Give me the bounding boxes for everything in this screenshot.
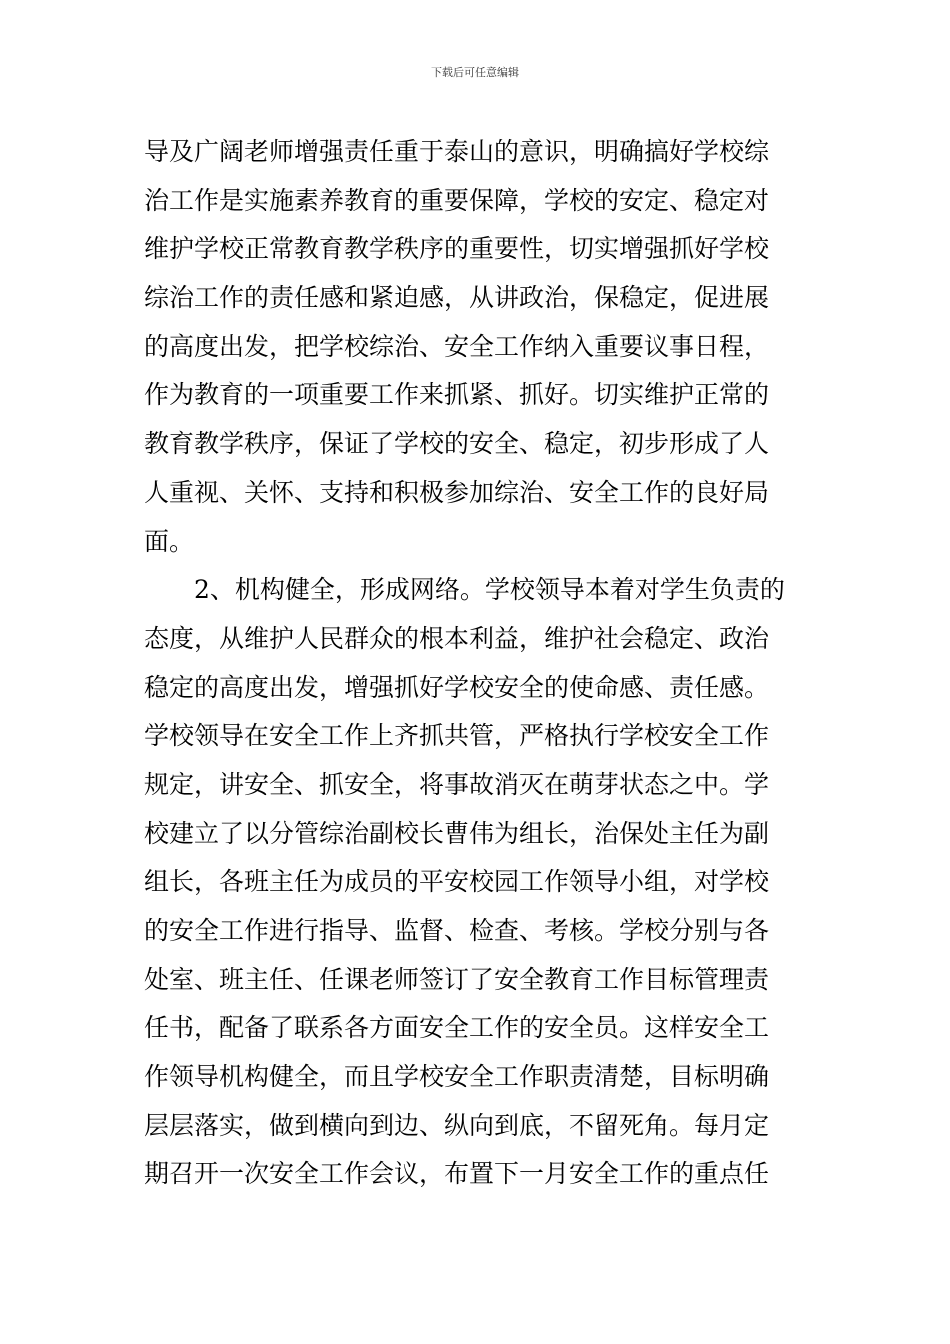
text-line: 人重视、关怀、支持和积极参加综治、安全工作的良好局	[144, 477, 770, 507]
text-line: 处室、班主任、任课老师签订了安全教育工作目标管理责	[144, 964, 770, 994]
text-line: 任书，配备了联系各方面安全工作的安全员。这样安全工	[144, 1013, 770, 1043]
paragraph-start-line: 2、机构健全，形成网络。学校领导本着对学生负责的	[194, 575, 785, 605]
text-line: 导及广阔老师增强责任重于泰山的意识，明确搞好学校综	[144, 137, 770, 166]
text-line: 面。	[144, 526, 195, 556]
text-line: 的安全工作进行指导、监督、检查、考核。学校分别与各	[144, 916, 770, 945]
text-line: 组长，各班主任为成员的平安校园工作领导小组，对学校	[144, 867, 770, 897]
text-line: 规定，讲安全、抓安全，将事故消灭在萌芽状态之中。学	[144, 769, 770, 799]
text-line: 维护学校正常教育教学秩序的重要性，切实增强抓好学校	[144, 234, 770, 264]
text-line: 态度，从维护人民群众的根本利益，维护社会稳定、政治	[144, 623, 770, 653]
text-line: 稳定的高度出发，增强抓好学校安全的使命感、责任感。	[144, 672, 770, 702]
text-line: 校建立了以分管综治副校长曹伟为组长，治保处主任为副	[144, 818, 770, 848]
text-line: 期召开一次安全工作会议，布置下一月安全工作的重点任	[144, 1159, 770, 1189]
text-line: 作领导机构健全，而且学校安全工作职责清楚，目标明确	[144, 1062, 770, 1092]
text-line: 的高度出发，把学校综治、安全工作纳入重要议事日程，	[144, 331, 770, 361]
text-line: 综治工作的责任感和紧迫感，从讲政治，保稳定，促进展	[144, 283, 770, 313]
header-note: 下载后可任意编辑	[431, 66, 519, 79]
text-line: 作为教育的一项重要工作来抓紧、抓好。切实维护正常的	[144, 380, 770, 410]
text-line: 治工作是实施素养教育的重要保障，学校的安定、稳定对	[144, 185, 770, 215]
text-line: 学校领导在安全工作上齐抓共管，严格执行学校安全工作	[144, 721, 770, 751]
body-text	[144, 128, 810, 1199]
text-line: 层层落实，做到横向到边、纵向到底，不留死角。每月定	[144, 1110, 770, 1140]
text-line: 教育教学秩序，保证了学校的安全、稳定，初步形成了人	[144, 429, 770, 459]
